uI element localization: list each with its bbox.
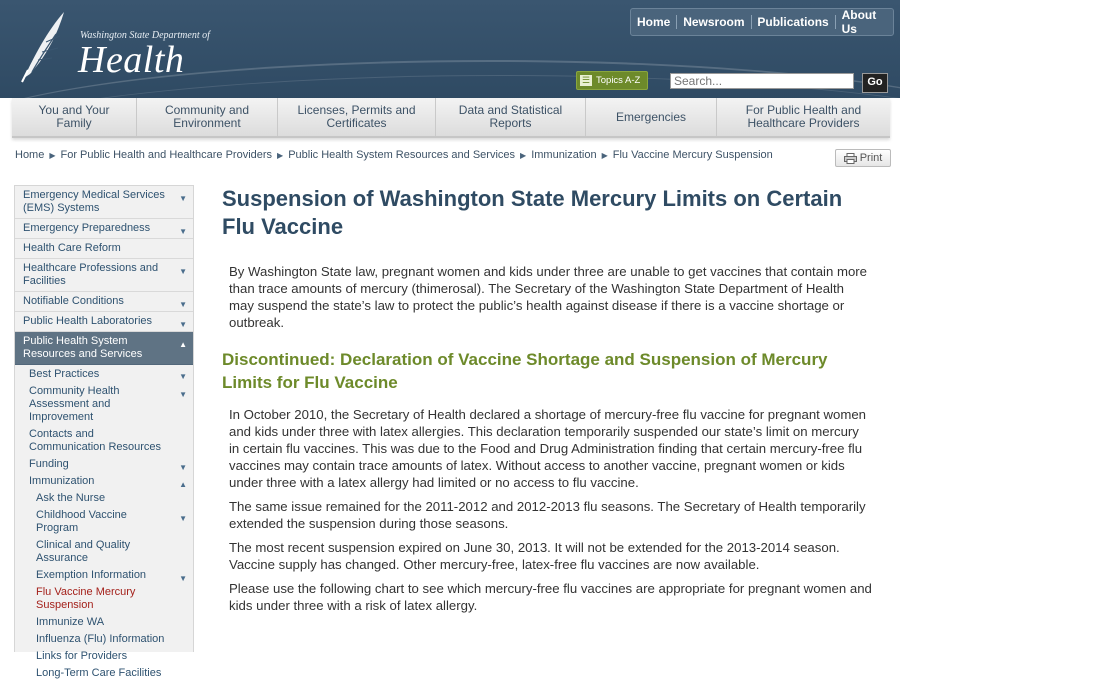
- sidebar-item-label: Healthcare Professions and Facilities: [23, 262, 159, 287]
- breadcrumb-system-resources[interactable]: Public Health System Resources and Services: [288, 149, 516, 161]
- breadcrumb: [15, 149, 795, 162]
- sidebar-item-notifiable-conditions[interactable]: [15, 292, 193, 312]
- sidebar-link-immunize-wa[interactable]: [15, 614, 193, 631]
- sidebar-item-label: Emergency Preparedness: [23, 222, 151, 234]
- nav-label: [746, 104, 861, 130]
- nav-label-line: Reports: [489, 116, 532, 130]
- chevron-down-icon[interactable]: ▼: [179, 574, 187, 583]
- sidebar-item-label: Public Health System Resources and Services: [23, 335, 143, 360]
- nav-label: [459, 104, 562, 130]
- sidebar-sub-label: Community Health Assessment and Improvement: [29, 385, 120, 423]
- search-input[interactable]: [670, 73, 854, 89]
- sidebar-link-exemption-info[interactable]: [15, 567, 193, 584]
- nav-label-line: Environment: [173, 116, 241, 130]
- nav-label: [297, 104, 415, 130]
- sidebar-link-label: Links for Providers: [36, 650, 128, 662]
- sidebar-link-long-term-care[interactable]: [15, 665, 193, 682]
- sidebar-item-healthcare-professions[interactable]: [15, 259, 193, 292]
- chevron-down-icon[interactable]: ▼: [179, 463, 187, 472]
- sidebar-link-label: Clinical and Quality Assurance: [36, 539, 131, 564]
- chevron-down-icon[interactable]: ▼: [179, 300, 187, 309]
- sidebar-link-influenza-info[interactable]: [15, 631, 193, 648]
- sidebar-link-label: Long-Term Care Facilities: [36, 667, 162, 679]
- breadcrumb-immunization[interactable]: Immunization: [531, 149, 597, 161]
- nav-label: Emergencies: [615, 109, 687, 124]
- main-nav: [12, 98, 890, 138]
- chevron-down-icon[interactable]: ▼: [179, 514, 187, 523]
- feather-logo-icon: [18, 8, 78, 84]
- chevron-right-icon: ▶: [520, 151, 527, 160]
- sidebar-link-label: Immunize WA: [36, 616, 105, 628]
- paragraph-2: The same issue remained for the 2011-2012 and 2012-2013 flu seasons. The Secretary of Health temporarily extended the suspension during those seasons.: [229, 499, 866, 531]
- chevron-down-icon[interactable]: ▼: [179, 372, 187, 381]
- sidebar-link-label: Exemption Information: [36, 569, 147, 581]
- chevron-right-icon: ▶: [277, 151, 284, 160]
- chevron-down-icon[interactable]: ▼: [179, 194, 187, 203]
- sidebar-link-ask-the-nurse[interactable]: [15, 490, 193, 507]
- topics-az-label: Topics A-Z: [596, 75, 641, 86]
- site-header: [0, 0, 900, 98]
- sidebar-item-label: Emergency Medical Services (EMS) Systems: [23, 189, 165, 214]
- topnav-home-link[interactable]: Home: [637, 15, 671, 29]
- sidebar-link-label: Ask the Nurse: [36, 492, 106, 504]
- sidebar-sub-immunization[interactable]: [15, 473, 193, 490]
- sidebar-link-label: Flu Vaccine Mercury Suspension: [36, 586, 136, 611]
- nav-label-line: For Public Health and: [745, 103, 862, 117]
- chevron-right-icon: ▶: [49, 151, 56, 160]
- sidebar-item-health-care-reform[interactable]: [15, 239, 193, 259]
- topnav-about-link[interactable]: About Us: [841, 8, 877, 36]
- intro-paragraph: By Washington State law, pregnant women and kids under three are unable to get vaccines that contain more than trace amounts of mercury (thimerosal). The Secretary of the Washington State Department of Health may suspend the state’s law to protect the public’s health against disease if there is a vaccine shortage or outbreak.: [229, 264, 868, 330]
- nav-label-line: You and Your: [38, 103, 110, 117]
- sidebar-link-flu-vaccine-mercury[interactable]: [15, 584, 193, 614]
- sidebar-item-emergency-preparedness[interactable]: [15, 219, 193, 239]
- sidebar-sub-community-health[interactable]: [15, 383, 193, 426]
- page-title: Suspension of Washington State Mercury Limits on Certain Flu Vaccine: [222, 186, 843, 239]
- sidebar-link-links-for-providers[interactable]: [15, 648, 193, 665]
- main-content: [222, 185, 872, 614]
- sidebar-item-label: Health Care Reform: [23, 242, 121, 254]
- logo-dept-text: Washington State Department of: [80, 30, 210, 41]
- printer-icon: [844, 153, 857, 164]
- sidebar-item-label: Public Health Laboratories: [23, 315, 153, 327]
- topnav-newsroom-link[interactable]: Newsroom: [683, 15, 745, 29]
- nav-public-health-providers[interactable]: [717, 98, 890, 136]
- list-icon: ☰: [581, 75, 591, 85]
- nav-you-and-your-family[interactable]: [12, 98, 137, 136]
- paragraph-1: In October 2010, the Secretary of Health declared a shortage of mercury-free flu vaccine for pregnant women and kids under three with latex allergies. This declaration temporarily suspended our state’s limit on mercury in certain flu vaccines. This was due to the Food and Drug Administration finding that certain mercury-free flu vaccines may contain trace amounts of latex. Without access to another vaccine, pregnant women or kids under three with a latex allergy had limited or no access to flu vaccine.: [229, 407, 866, 490]
- breadcrumb-public-health-providers[interactable]: For Public Health and Healthcare Providers: [60, 149, 273, 161]
- sidebar-item-system-resources[interactable]: [15, 332, 193, 365]
- nav-emergencies[interactable]: [586, 98, 717, 136]
- nav-label-line: Community and: [164, 103, 250, 117]
- nav-licenses-permits[interactable]: [278, 98, 436, 136]
- topics-az-button[interactable]: [576, 71, 648, 90]
- nav-label-line: Certificates: [326, 116, 387, 130]
- sidebar-link-label: Childhood Vaccine Program: [36, 509, 127, 534]
- nav-label-line: Family: [56, 116, 92, 130]
- chevron-down-icon[interactable]: ▼: [179, 227, 187, 236]
- sidebar-link-clinical-quality[interactable]: [15, 537, 193, 567]
- chevron-right-icon: ▶: [601, 151, 608, 160]
- sidebar-nav: [14, 185, 194, 679]
- top-utility-nav: [630, 8, 894, 36]
- sidebar-item-ems[interactable]: [15, 186, 193, 219]
- nav-label-line: Licenses, Permits and: [297, 103, 416, 117]
- topnav-publications-link[interactable]: Publications: [757, 15, 829, 29]
- nav-data-statistical-reports[interactable]: [436, 98, 586, 136]
- chevron-down-icon[interactable]: ▼: [179, 320, 187, 329]
- logo-health-text: Health: [78, 39, 185, 81]
- sidebar-sub-contacts[interactable]: [15, 426, 193, 456]
- chevron-up-icon[interactable]: ▲: [179, 480, 187, 489]
- nav-community-environment[interactable]: [137, 98, 278, 136]
- chevron-up-icon[interactable]: ▲: [179, 340, 187, 349]
- doh-logo[interactable]: [18, 8, 210, 84]
- chevron-down-icon[interactable]: ▼: [179, 390, 187, 399]
- sidebar-sub-label: Contacts and Communication Resources: [29, 428, 162, 453]
- sidebar-sub-label: Best Practices: [29, 368, 100, 380]
- print-label: Print: [859, 152, 883, 164]
- nav-label: [39, 104, 110, 130]
- sidebar-link-childhood-vaccine[interactable]: [15, 507, 193, 537]
- paragraph-3: The most recent suspension expired on June 30, 2013. It will not be extended for the 2013-2014 season. Vaccine supply has changed. Other mercury-free, latex-free flu vaccines are now available.: [229, 540, 840, 572]
- breadcrumb-current: Flu Vaccine Mercury Suspension: [612, 149, 773, 161]
- chevron-down-icon[interactable]: ▼: [179, 267, 187, 276]
- nav-label-line: Data and Statistical: [458, 103, 563, 117]
- sidebar-sub-funding[interactable]: [15, 456, 193, 473]
- sidebar-item-public-health-labs[interactable]: [15, 312, 193, 332]
- nav-label-line: Healthcare Providers: [747, 116, 860, 130]
- sidebar-link-label: Influenza (Flu) Information: [36, 633, 165, 645]
- section-heading: Discontinued: Declaration of Vaccine Shortage and Suspension of Mercury Limits for Flu Vaccine: [222, 350, 828, 392]
- sidebar-sub-label: Funding: [29, 458, 69, 470]
- search-go-button[interactable]: Go: [862, 73, 888, 93]
- breadcrumb-home[interactable]: Home: [15, 149, 45, 161]
- sidebar-item-label: Notifiable Conditions: [23, 295, 124, 307]
- paragraph-4: Please use the following chart to see which mercury-free flu vaccines are appropriate for pregnant women and kids under three with a risk of latex allergy.: [229, 581, 872, 613]
- nav-label: [165, 104, 249, 130]
- sidebar-sub-best-practices[interactable]: [15, 365, 193, 383]
- print-button[interactable]: [835, 149, 891, 167]
- sidebar-sub-label: Immunization: [29, 475, 95, 487]
